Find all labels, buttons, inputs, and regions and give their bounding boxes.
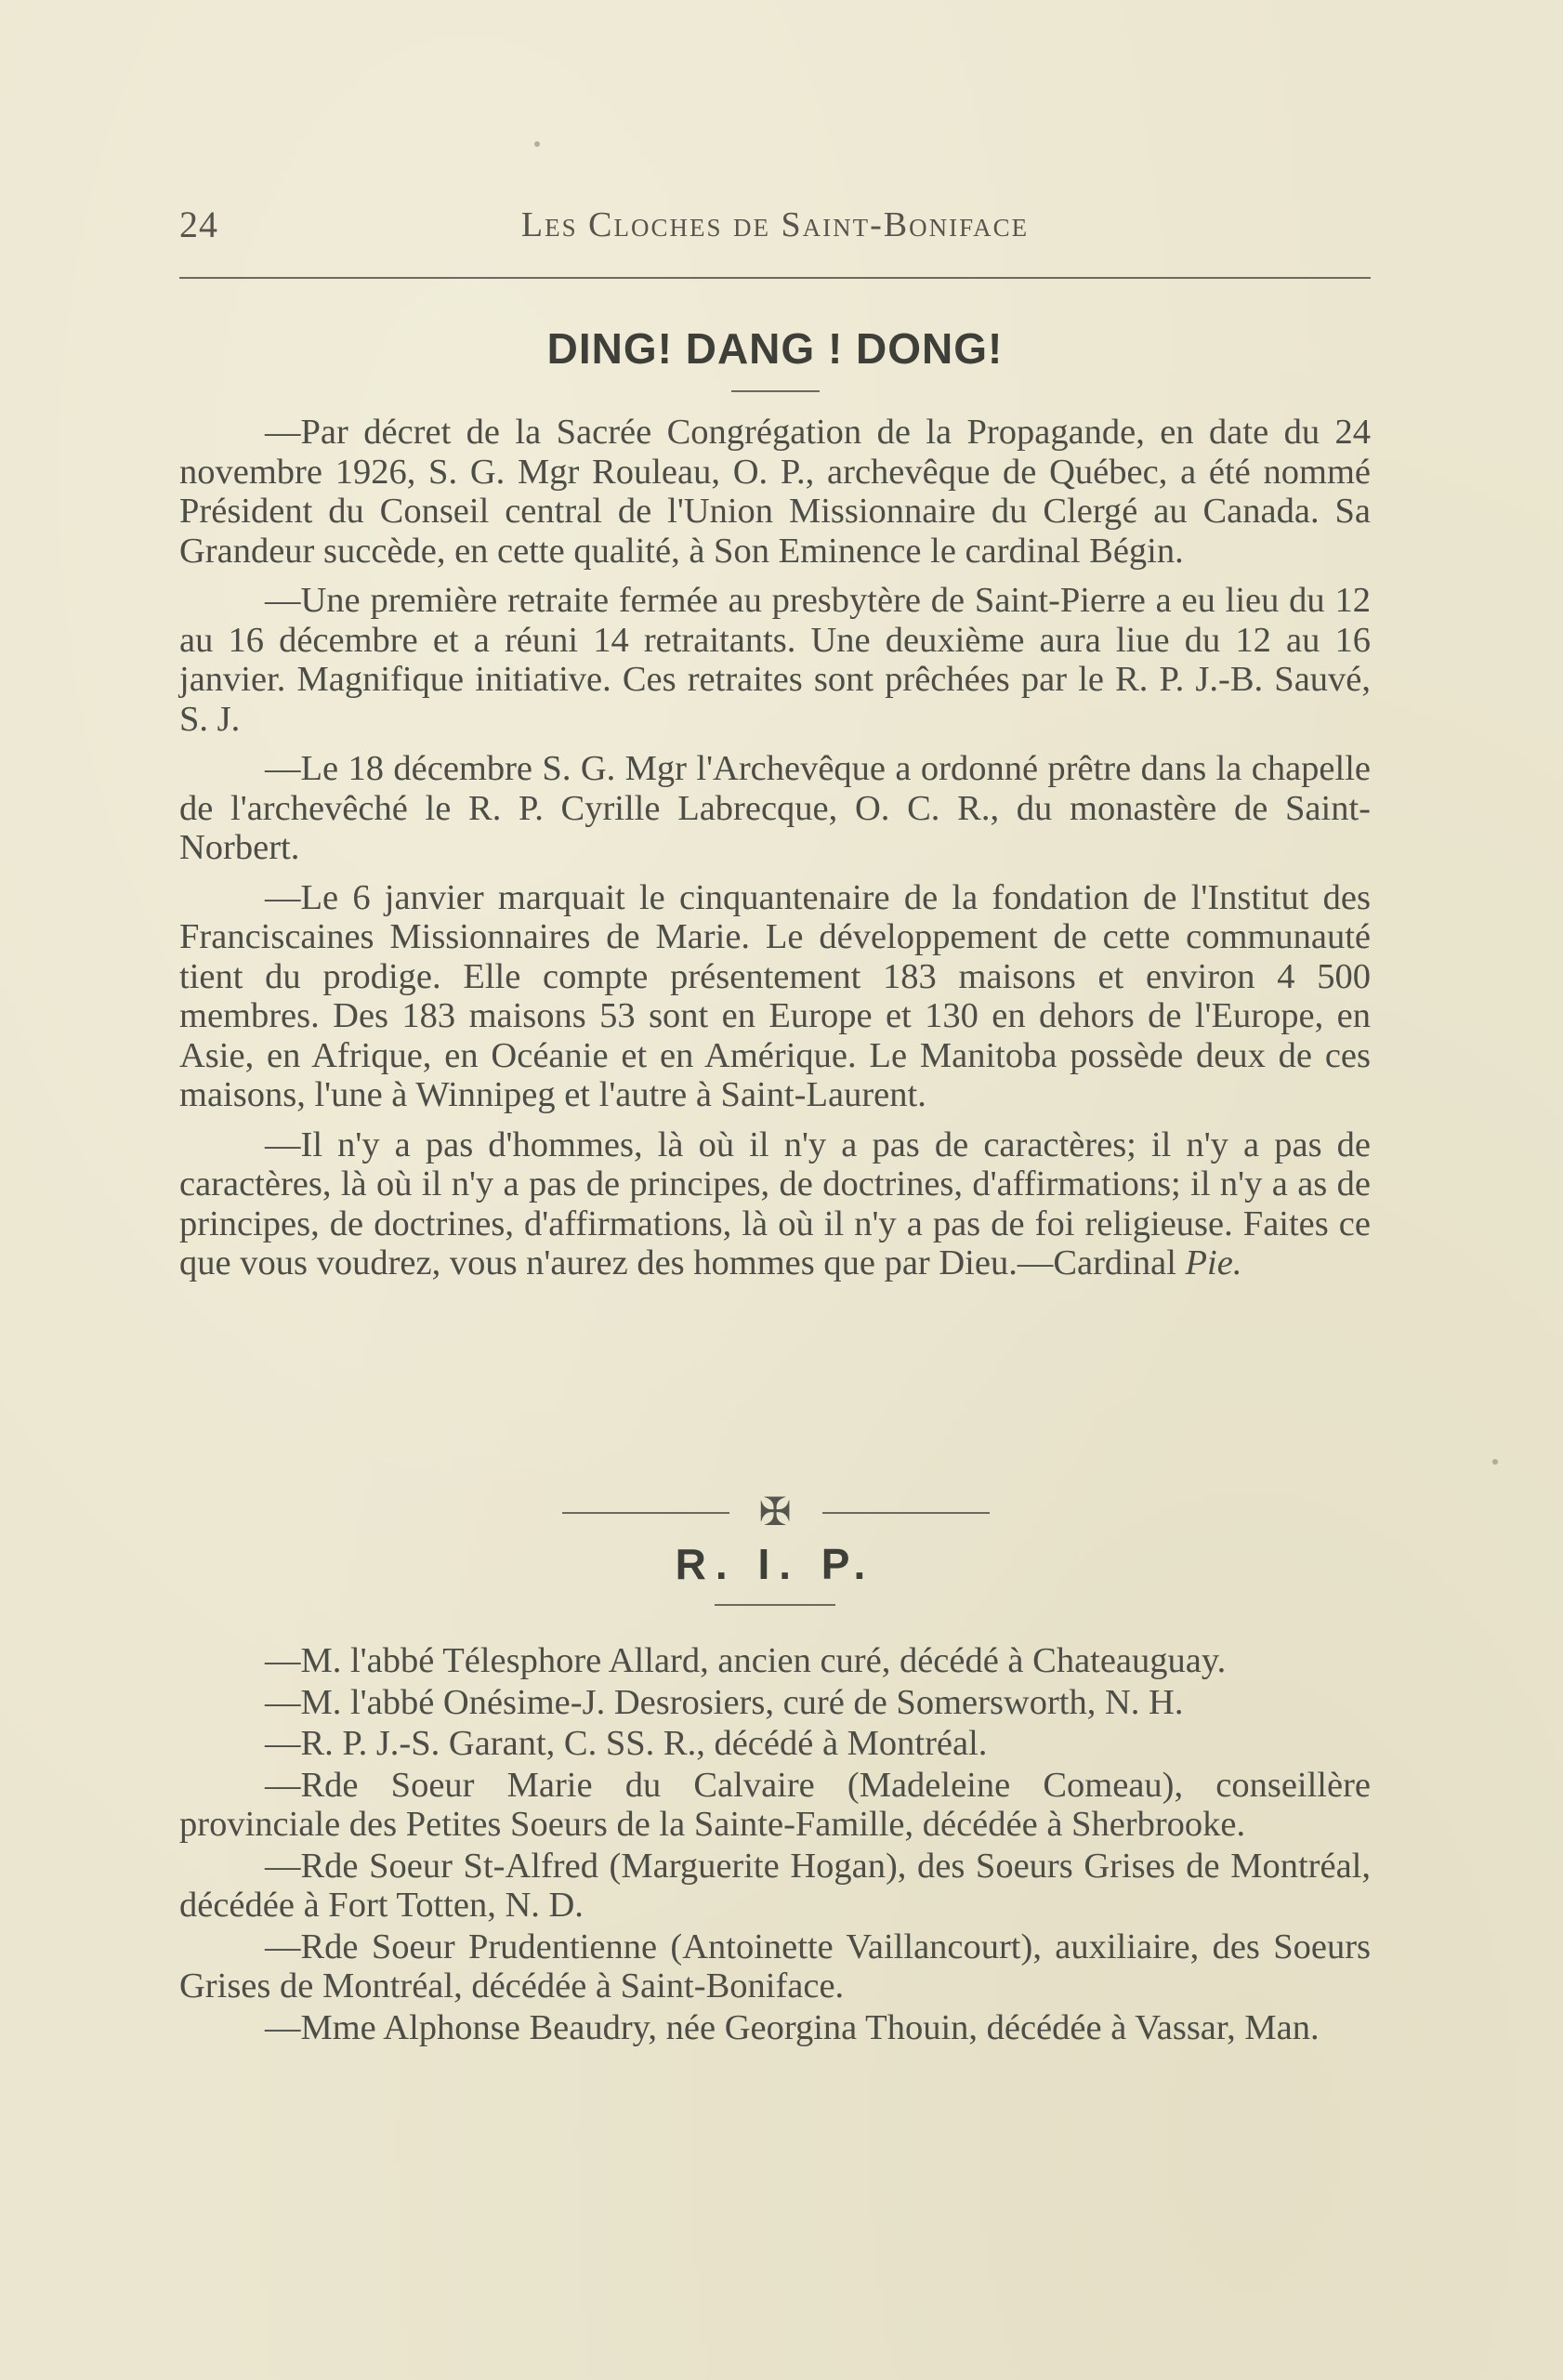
page-header bbox=[179, 193, 1371, 249]
section-title-ding: DING! DANG ! DONG! bbox=[546, 324, 1004, 373]
news-paragraph: —Le 6 janvier marquait le cinquantenaire de la fondation de l'Institut des Franciscaines Missionnaires de Marie. Le développement de cette communauté tient du prodige. Elle compte présentement 183 maisons et environ 4 500 membres. Des 183 maisons 53 sont en Europe et 130 en dehors de l'Europe, en Asie, en Afrique, en Océanie et en Amérique. Le Manitoba possède deux de ces maisons, l'une à Winnipeg et l'autre à Saint-Laurent. bbox=[179, 877, 1371, 1114]
obituary-entry: —Mme Alphonse Beaudry, née Georgina Thouin, décédée à Vassar, Man. bbox=[265, 2007, 1320, 2047]
ink-speck bbox=[1492, 1459, 1498, 1465]
quote-text: —Il n'y a pas d'hommes, là où il n'y a pas de caractères; il n'y a pas de caractères, là où il n'y a pas de principes, de doctrines, d'affirmations; il n'y a as de principes, de doctrines, d'affirmations, là où il n'y a pas de foi religieuse. Faites ce que vous voudrez, vous n'aurez des hommes que par Dieu.—Cardinal bbox=[179, 1124, 1371, 1282]
news-paragraph: —Le 18 décembre S. G. Mgr l'Archevêque a ordonné prêtre dans la chapelle de l'archevêché le R. P. Cyrille Labrecque, O. C. R., du monastère de Saint-Norbert. bbox=[179, 749, 1371, 867]
obituary-entry: —Rde Soeur St-Alfred (Marguerite Hogan), des Soeurs Grises de Montréal, décédée à Fort Totten, N. D. bbox=[179, 1846, 1371, 1925]
rip-section bbox=[179, 1539, 1371, 2049]
news-paragraph: —Une première retraite fermée au presbytère de Saint-Pierre a eu lieu du 12 au 16 décembre et a réuni 14 retraitants. Une deuxième aura liue du 12 au 16 janvier. Magnifique initiative. Ces retraites sont prêchées par le R. P. J.-B. Sauvé, S. J. bbox=[179, 581, 1371, 739]
ink-speck bbox=[534, 141, 540, 147]
obituary-entry: —M. l'abbé Onésime-J. Desrosiers, curé de Somersworth, N. H. bbox=[265, 1682, 1184, 1722]
running-title: Les Cloches de Saint-Boniface bbox=[520, 205, 1030, 244]
quote-paragraph bbox=[179, 1125, 1371, 1283]
obituary-entry: —M. l'abbé Télesphore Allard, ancien curé, décédé à Chateauguay. bbox=[265, 1641, 1227, 1680]
section-divider bbox=[179, 1489, 1371, 1534]
page-number: 24 bbox=[179, 204, 218, 245]
ding-section bbox=[179, 323, 1371, 1294]
obituary-entry: —R. P. J.-S. Garant, C. SS. R., décédé à Montréal. bbox=[265, 1724, 988, 1763]
divider-line-right bbox=[822, 1512, 990, 1514]
title-underline bbox=[731, 390, 820, 392]
quote-signature: Pie. bbox=[1185, 1243, 1242, 1282]
title-underline bbox=[715, 1604, 835, 1606]
obituary-entry: —Rde Soeur Marie du Calvaire (Madeleine Comeau), conseillère provinciale des Petites Soeurs de la Sainte-Famille, décédée à Sherbrooke. bbox=[179, 1765, 1371, 1844]
obituary-entry: —Rde Soeur Prudentienne (Antoinette Vaillancourt), auxiliaire, des Soeurs Grises de Montréal, décédée à Saint-Boniface. bbox=[179, 1926, 1371, 2005]
news-paragraph: —Par décret de la Sacrée Congrégation de la Propagande, en date du 24 novembre 1926, S. G. Mgr Rouleau, O. P., archevêque de Québec, a été nommé Président du Conseil central de l'Union Missionnaire du Clergé au Canada. Sa Grandeur succède, en cette qualité, à Son Eminence le cardinal Bégin. bbox=[179, 413, 1371, 571]
header-rule bbox=[179, 277, 1371, 279]
maltese-cross-icon: ✠ bbox=[758, 1489, 792, 1534]
section-title-rip: R. I. P. bbox=[675, 1540, 875, 1588]
